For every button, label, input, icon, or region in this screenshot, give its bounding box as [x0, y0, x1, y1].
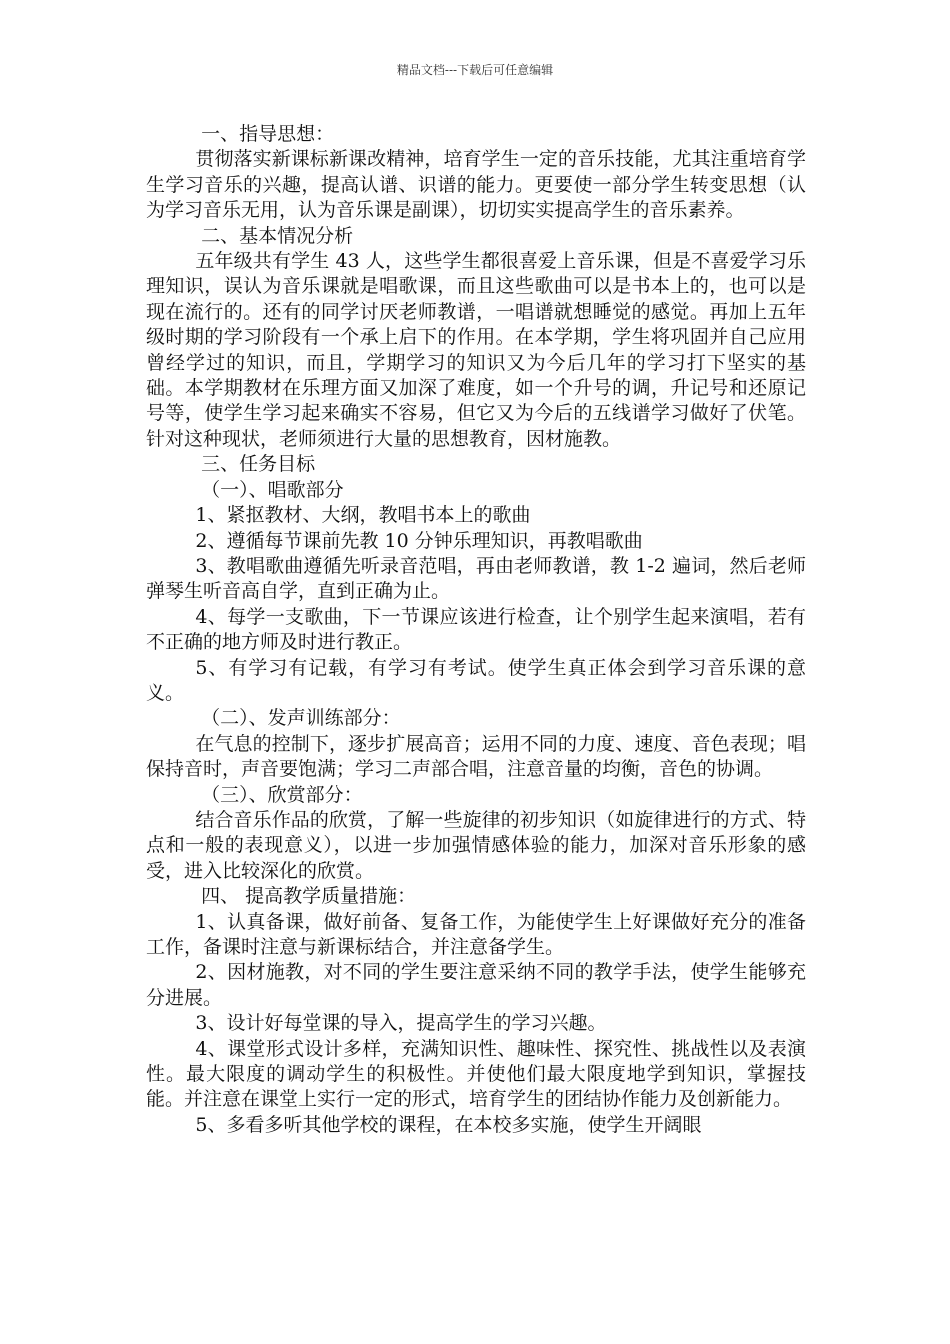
section-heading: 一、指导思想：	[201, 123, 335, 145]
list-item: 1、认真备课，做好前备、复备工作，为能使学生上好课做好充分的准备工作，备课时注意与新课标结合，并注意备学生。	[146, 910, 806, 958]
section-heading: 二、基本情况分析	[201, 224, 354, 247]
list-item: 5、多看多听其他学校的课程，在本校多实施，使学生开阔眼	[195, 1113, 702, 1136]
subsection-heading: （二）、发声训练部分：	[201, 707, 401, 730]
section-heading: 四、 提高教学质量措施：	[201, 885, 417, 908]
list-item: 5、有学习有记载，有学习有考试。使学生真正体会到学习音乐课的意义。	[146, 656, 806, 704]
list-item: 3、教唱歌曲遵循先听录音范唱，再由老师教谱，教 1-2 遍词，然后老师弹琴生听音高自学，直到正确为止。	[146, 554, 806, 603]
list-item: 1、紧抠教材、大纲，教唱书本上的歌曲	[195, 504, 531, 527]
subsection-heading: （一）、唱歌部分	[201, 478, 344, 501]
paragraph: 五年级共有学生 43 人，这些学生都很喜爱上音乐课，但是不喜爱学习乐理知识，误认为音乐课就是唱歌课，而且这些歌曲可以是书本上的，也可以是现在流行的。还有的同学讨厌老师教谱，一唱谱就想睡觉的感觉。再加上五年级时期的学习阶段有一个承上启下的作用。在本学期，学生将巩固并自己应用曾经学过的知识，而且，学期学习的知识又为今后几年的学习打下坚实的基础。本学期教材在乐理方面又加深了难度，如一个升号的调，升记号和还原记号等，使学生学习起来确实不容易，但它又为今后的五线谱学习做好了伏笔。针对这种现状，老师须进行大量的思想教育，因材施教。	[146, 250, 806, 450]
list-item: 2、因材施教，对不同的学生要注意采纳不同的教学手法，使学生能够充分进展。	[146, 961, 806, 1009]
page-header: 精品文档---下载后可任意编辑	[396, 63, 554, 77]
paragraph: 结合音乐作品的欣赏，了解一些旋律的初步知识（如旋律进行的方式、特点和一般的表现意义），以进一步加强情感体验的能力，加深对音乐形象的感受，进入比较深化的欣赏。	[146, 808, 806, 882]
section-heading: 三、任务目标	[201, 453, 316, 476]
list-item: 4、课堂形式设计多样，充满知识性、趣味性、探究性、挑战性以及表演性。最大限度的调动学生的积极性。并使他们最大限度地学到知识，掌握技能。并注意在课堂上实行一定的形式，培育学生的团结协作能力及创新能力。	[146, 1037, 806, 1111]
list-item: 4、每学一支歌曲，下一节课应该进行检查，让个别学生起来演唱，若有不正确的地方师及时进行教正。	[146, 605, 806, 654]
list-item: 3、设计好每堂课的导入，提高学生的学习兴趣。	[195, 1012, 607, 1035]
paragraph: 贯彻落实新课标新课改精神，培育学生一定的音乐技能，尤其注重培育学生学习音乐的兴趣，提高认谱、识谱的能力。更要使一部分学生转变思想（认为学习音乐无用，认为音乐课是副课），切切实实提高学生的音乐素养。	[146, 148, 806, 222]
document-body	[146, 122, 806, 1138]
subsection-heading: （三）、欣赏部分：	[201, 783, 363, 806]
paragraph: 在气息的控制下，逐步扩展高音；运用不同的力度、速度、音色表现；唱保持音时，声音要饱满；学习二声部合唱，注意音量的均衡，音色的协调。	[146, 732, 806, 781]
list-item: 2、遵循每节课前先教 10 分钟乐理知识，再教唱歌曲	[195, 529, 643, 552]
